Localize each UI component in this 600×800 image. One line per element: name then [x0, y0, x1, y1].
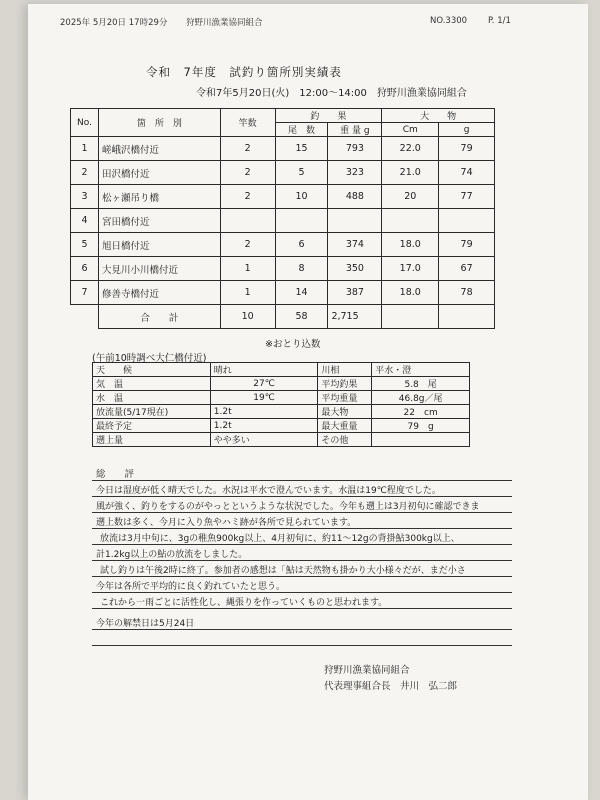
cond-value: 1.2t	[210, 419, 318, 433]
document-page	[28, 4, 588, 800]
document-title: 令和 7年度 試釣り箇所別実績表	[146, 65, 342, 79]
row-weight	[328, 209, 382, 233]
fax-timestamp: 2025年 5月20日 17時29分	[60, 18, 168, 28]
review-line: 風が強く、釣りをするのがやっとというような状況でした。今年も遡上は3月初旬に確認できま	[96, 502, 480, 512]
row-location: 旭日橋付近	[98, 233, 220, 257]
row-anglers: 2	[220, 185, 275, 209]
conditions-row	[93, 391, 470, 405]
fax-page: P. 1/1	[488, 16, 511, 26]
fax-number: NO.3300	[430, 16, 468, 26]
row-count: 5	[275, 161, 328, 185]
cond-value: 晴れ	[210, 363, 318, 377]
header-g: g	[439, 123, 495, 137]
cond-value: 5.8 尾	[372, 377, 470, 391]
row-anglers: 2	[220, 137, 275, 161]
fax-sender: 狩野川漁業協同組合	[186, 18, 263, 28]
row-count: 14	[275, 281, 328, 305]
row-cm: 22.0	[382, 137, 439, 161]
total-row	[71, 305, 495, 329]
row-location: 嵯峨沢橋付近	[98, 137, 220, 161]
row-location: 大見川小川橋付近	[98, 257, 220, 281]
row-cm: 18.0	[382, 281, 439, 305]
row-location: 松ヶ瀬吊り橋	[98, 185, 220, 209]
header-cm: Cm	[382, 123, 439, 137]
review-line: 放流は3月中旬に、3gの稚魚900kg以上、4月初旬に、約11～12gの背掛鮎300kg以上、	[100, 534, 460, 544]
total-anglers: 10	[220, 305, 275, 329]
decoy-note: ※おとり込数	[265, 339, 321, 350]
table-row	[71, 233, 495, 257]
review-line: 今年は各所で平均的に良く釣れていたと思う。	[96, 582, 286, 592]
cond-value: 19℃	[210, 391, 318, 405]
row-cm: 21.0	[382, 161, 439, 185]
cond-label: 天 候	[93, 363, 211, 377]
row-anglers: 1	[220, 257, 275, 281]
cond-value: 1.2t	[210, 405, 318, 419]
row-anglers: 2	[220, 161, 275, 185]
conditions-table	[92, 362, 470, 447]
table-row	[71, 161, 495, 185]
header-anglers: 竿数	[220, 109, 275, 137]
total-count: 58	[275, 305, 328, 329]
row-weight: 488	[328, 185, 382, 209]
cond-label: 遡上量	[93, 433, 211, 447]
row-weight: 387	[328, 281, 382, 305]
header-weight: 重 量 g	[328, 123, 382, 137]
row-anglers	[220, 209, 275, 233]
cond-label: 最大重量	[318, 419, 372, 433]
cond-label: 最終予定	[93, 419, 211, 433]
conditions-row	[93, 363, 470, 377]
header-catch: 釣 果	[275, 109, 382, 123]
row-g: 77	[439, 185, 495, 209]
row-cm: 18.0	[382, 233, 439, 257]
cond-label: 平均釣果	[318, 377, 372, 391]
cond-label: 気 温	[93, 377, 211, 391]
row-no: 5	[71, 233, 99, 257]
row-cm: 20	[382, 185, 439, 209]
row-g	[439, 209, 495, 233]
document-subtitle: 令和7年5月20日(火) 12:00～14:00 狩野川漁業協同組合	[196, 88, 467, 99]
conditions-row	[93, 405, 470, 419]
row-no: 4	[71, 209, 99, 233]
header-largest: 大 物	[382, 109, 495, 123]
table-row	[71, 257, 495, 281]
cond-value: やや多い	[210, 433, 318, 447]
review-line: 遡上数は多く、今月に入り魚やハミ跡が各所で見られています。	[96, 518, 357, 528]
row-weight: 793	[328, 137, 382, 161]
row-g: 67	[439, 257, 495, 281]
row-g: 79	[439, 233, 495, 257]
total-label: 合 計	[98, 305, 220, 329]
row-no: 3	[71, 185, 99, 209]
row-cm	[382, 209, 439, 233]
row-g: 74	[439, 161, 495, 185]
row-no: 1	[71, 137, 99, 161]
total-weight: 2,715	[328, 305, 382, 329]
cond-label: 水 温	[93, 391, 211, 405]
cond-label: 平均重量	[318, 391, 372, 405]
table-row	[71, 137, 495, 161]
row-g: 79	[439, 137, 495, 161]
cond-value	[372, 433, 470, 447]
opening-day: 今年の解禁日は5月24日	[96, 619, 195, 629]
row-count: 8	[275, 257, 328, 281]
row-location: 修善寺橋付近	[98, 281, 220, 305]
row-weight: 374	[328, 233, 382, 257]
row-cm: 17.0	[382, 257, 439, 281]
cond-label: その他	[318, 433, 372, 447]
row-count	[275, 209, 328, 233]
signature-org: 狩野川漁業協同組合	[324, 665, 410, 676]
review-heading: 総 評	[96, 469, 135, 480]
cond-value: 平水・澄	[372, 363, 470, 377]
row-location: 宮田橋付近	[98, 209, 220, 233]
row-anglers: 2	[220, 233, 275, 257]
cond-label: 放流量(5/17現在)	[93, 405, 211, 419]
row-location: 田沢橋付近	[98, 161, 220, 185]
row-count: 10	[275, 185, 328, 209]
header-location: 箇 所 別	[98, 109, 220, 137]
review-line: これから一雨ごとに活性化し、縄張りを作っていくものと思われます。	[100, 598, 388, 608]
conditions-caption: (午前10時調べ大仁橋付近)	[92, 353, 207, 364]
table-row	[71, 209, 495, 233]
row-no: 2	[71, 161, 99, 185]
cond-value: 22 cm	[372, 405, 470, 419]
row-anglers: 1	[220, 281, 275, 305]
cond-label: 最大物	[318, 405, 372, 419]
review-line: 計1.2kg以上の鮎の放流をしました。	[96, 550, 248, 560]
results-table	[70, 108, 495, 329]
row-weight: 350	[328, 257, 382, 281]
cond-value: 27℃	[210, 377, 318, 391]
signature-rep: 代表理事組合長 井川 弘二郎	[324, 681, 458, 692]
cond-value: 79 g	[372, 419, 470, 433]
row-count: 6	[275, 233, 328, 257]
conditions-row	[93, 419, 470, 433]
conditions-row	[93, 377, 470, 391]
table-row	[71, 185, 495, 209]
row-g: 78	[439, 281, 495, 305]
row-no: 6	[71, 257, 99, 281]
cond-value: 46.8g／尾	[372, 391, 470, 405]
table-row	[71, 281, 495, 305]
conditions-row	[93, 433, 470, 447]
header-no: No.	[71, 109, 99, 137]
header-count: 尾 数	[275, 123, 328, 137]
row-count: 15	[275, 137, 328, 161]
cond-label: 川相	[318, 363, 372, 377]
row-weight: 323	[328, 161, 382, 185]
row-no: 7	[71, 281, 99, 305]
review-line: 今日は湿度が低く晴天でした。水況は平水で澄んでいます。水温は19℃程度でした。	[96, 486, 441, 496]
review-line: 試し釣りは午後2時に終了。参加者の感想は「鮎は天然物も掛かり大小様々だが、まだ小さ	[100, 566, 466, 576]
